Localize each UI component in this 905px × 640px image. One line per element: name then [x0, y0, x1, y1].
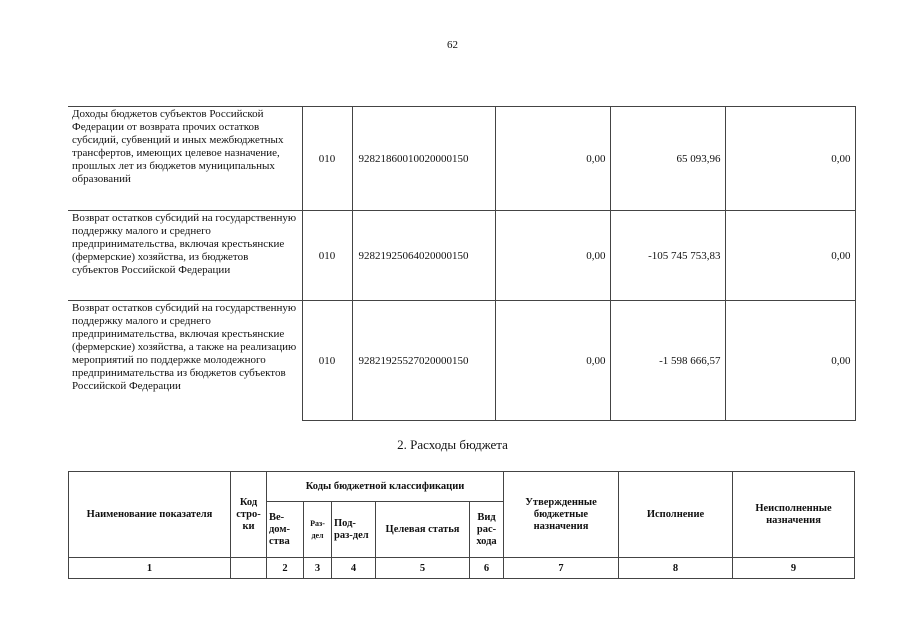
column-number: 7: [504, 558, 619, 579]
column-number: 8: [619, 558, 733, 579]
row-executed: -105 745 753,83: [610, 211, 725, 301]
header-dept: Ве-дом-ства: [267, 502, 304, 558]
row-name: Возврат остатков субсидий на государственную поддержку малого и среднего предпринимательства, включая крестьянские (фермерские) хозяйства, а также на реализацию мероприятий по поддержке молодежного предпринимательства из бюджетов субъектов Российской Федерации: [68, 301, 302, 421]
page-number: 62: [447, 39, 458, 51]
row-kbk: 92821860010020000150: [352, 107, 495, 211]
row-name: Доходы бюджетов субъектов Российской Федерации от возврата прочих остатков субсидий, субвенций и иных межбюджетных трансфертов, имеющих целевое назначение, прошлых лет из бюджетов муниципальных образований: [68, 107, 302, 211]
column-numbers-row: [69, 558, 855, 579]
header-expense-type: Вид рас-хода: [470, 502, 504, 558]
column-number: 9: [733, 558, 855, 579]
header-executed: Исполнение: [619, 472, 733, 558]
row-kbk: 92821925064020000150: [352, 211, 495, 301]
column-number: 4: [332, 558, 376, 579]
row-unexecuted: 0,00: [725, 107, 855, 211]
header-unexecuted: Неисполненные назначения: [733, 472, 855, 558]
expense-table: [68, 471, 855, 579]
header-target: Целевая статья: [376, 502, 470, 558]
column-number: 1: [69, 558, 231, 579]
column-number: 2: [267, 558, 304, 579]
column-number: 6: [470, 558, 504, 579]
row-approved: 0,00: [495, 107, 610, 211]
row-code: 010: [302, 301, 352, 421]
header-approved: Утвержденные бюджетные назначения: [504, 472, 619, 558]
row-name: Возврат остатков субсидий на государственную поддержку малого и среднего предпринимательства, включая крестьянские (фермерские) хозяйства, из бюджетов субъектов Российской Федерации: [68, 211, 302, 301]
row-unexecuted: 0,00: [725, 211, 855, 301]
header-row: [69, 472, 855, 502]
header-budget-codes: Коды бюджетной классификации: [267, 472, 504, 502]
row-executed: -1 598 666,57: [610, 301, 725, 421]
row-executed: 65 093,96: [610, 107, 725, 211]
income-table: [68, 106, 856, 421]
row-kbk: 92821925527020000150: [352, 301, 495, 421]
header-name: Наименование показателя: [69, 472, 231, 558]
table-row: [68, 301, 855, 421]
row-code: 010: [302, 107, 352, 211]
row-code: 010: [302, 211, 352, 301]
column-number: 5: [376, 558, 470, 579]
column-number: 3: [304, 558, 332, 579]
header-row-code: Код стро-ки: [231, 472, 267, 558]
row-unexecuted: 0,00: [725, 301, 855, 421]
row-approved: 0,00: [495, 301, 610, 421]
column-number: [231, 558, 267, 579]
table-row: [68, 211, 855, 301]
table-row: [68, 107, 855, 211]
header-section: Раз-дел: [304, 502, 332, 558]
row-approved: 0,00: [495, 211, 610, 301]
section-title: 2. Расходы бюджета: [397, 437, 508, 452]
header-subsection: Под-раз-дел: [332, 502, 376, 558]
